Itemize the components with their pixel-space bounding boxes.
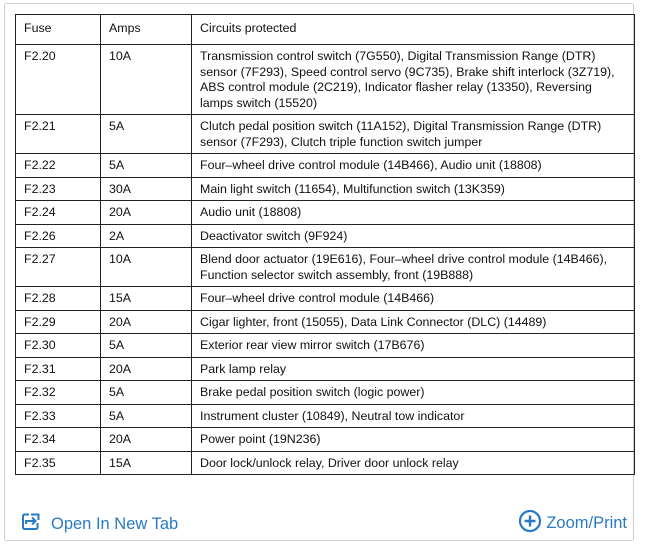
zoom-print-link[interactable] xyxy=(518,509,627,538)
amps-cell: 10A xyxy=(101,45,192,115)
circuits-cell: Main light switch (11654), Multifunction switch (13K359) xyxy=(192,177,635,201)
circuits-cell: Exterior rear view mirror switch (17B676) xyxy=(192,334,635,358)
fuse-cell: F2.27 xyxy=(16,248,101,287)
table-row xyxy=(16,381,635,405)
fuse-cell: F2.20 xyxy=(16,45,101,115)
table-row xyxy=(16,404,635,428)
fuse-cell: F2.31 xyxy=(16,357,101,381)
amps-cell: 5A xyxy=(101,154,192,178)
amps-cell: 10A xyxy=(101,248,192,287)
amps-cell: 30A xyxy=(101,177,192,201)
fuse-cell: F2.34 xyxy=(16,428,101,452)
circuits-cell: Power point (19N236) xyxy=(192,428,635,452)
table-row xyxy=(16,287,635,311)
header-circuits: Circuits protected xyxy=(192,15,635,45)
circuits-cell: Cigar lighter, front (15055), Data Link Connector (DLC) (14489) xyxy=(192,310,635,334)
open-new-tab-label: Open In New Tab xyxy=(51,514,179,533)
circuits-cell: Instrument cluster (10849), Neutral tow indicator xyxy=(192,404,635,428)
fuse-cell: F2.30 xyxy=(16,334,101,358)
table-row xyxy=(16,334,635,358)
fuse-cell: F2.21 xyxy=(16,115,101,154)
circuits-cell: Audio unit (18808) xyxy=(192,201,635,225)
circuits-cell: Park lamp relay xyxy=(192,357,635,381)
circuits-cell: Blend door actuator (19E616), Four–wheel drive control module (14B466), Function selector switch assembly, front (19B888) xyxy=(192,248,635,287)
table-row xyxy=(16,428,635,452)
fuse-table-panel xyxy=(4,3,634,541)
header-fuse: Fuse xyxy=(16,15,101,45)
table-row xyxy=(16,224,635,248)
fuse-table xyxy=(15,14,635,475)
table-row xyxy=(16,154,635,178)
fuse-cell: F2.26 xyxy=(16,224,101,248)
circuits-cell: Deactivator switch (9F924) xyxy=(192,224,635,248)
fuse-cell: F2.35 xyxy=(16,451,101,475)
fuse-cell: F2.22 xyxy=(16,154,101,178)
zoom-plus-icon xyxy=(518,509,546,538)
table-row xyxy=(16,248,635,287)
amps-cell: 20A xyxy=(101,201,192,225)
table-row xyxy=(16,177,635,201)
table-row xyxy=(16,310,635,334)
zoom-print-label: Zoom/Print xyxy=(546,514,627,532)
circuits-cell: Brake pedal position switch (logic power) xyxy=(192,381,635,405)
table-row xyxy=(16,45,635,115)
amps-cell: 15A xyxy=(101,451,192,475)
open-new-tab-icon xyxy=(22,513,51,535)
fuse-cell: F2.28 xyxy=(16,287,101,311)
amps-cell: 5A xyxy=(101,381,192,405)
amps-cell: 5A xyxy=(101,334,192,358)
amps-cell: 2A xyxy=(101,224,192,248)
table-row xyxy=(16,357,635,381)
amps-cell: 20A xyxy=(101,428,192,452)
amps-cell: 15A xyxy=(101,287,192,311)
open-new-tab-link[interactable] xyxy=(22,513,178,535)
header-amps: Amps xyxy=(101,15,192,45)
fuse-cell: F2.32 xyxy=(16,381,101,405)
circuits-cell: Door lock/unlock relay, Driver door unlock relay xyxy=(192,451,635,475)
amps-cell: 20A xyxy=(101,310,192,334)
fuse-cell: F2.29 xyxy=(16,310,101,334)
circuits-cell: Four–wheel drive control module (14B466), Audio unit (18808) xyxy=(192,154,635,178)
circuits-cell: Clutch pedal position switch (11A152), Digital Transmission Range (DTR) sensor (7F293), Clutch triple function switch jumper xyxy=(192,115,635,154)
table-row xyxy=(16,115,635,154)
panel-footer xyxy=(5,505,633,539)
amps-cell: 20A xyxy=(101,357,192,381)
circuits-cell: Four–wheel drive control module (14B466) xyxy=(192,287,635,311)
amps-cell: 5A xyxy=(101,404,192,428)
table-row xyxy=(16,451,635,475)
table-header-row xyxy=(16,15,635,45)
table-row xyxy=(16,201,635,225)
fuse-cell: F2.23 xyxy=(16,177,101,201)
circuits-cell: Transmission control switch (7G550), Digital Transmission Range (DTR) sensor (7F293), Speed control servo (9C735), Brake shift interlock (3Z719), ABS control module (2C219), Indicator flasher relay (13350), Reversing lamps switch (15520) xyxy=(192,45,635,115)
fuse-cell: F2.33 xyxy=(16,404,101,428)
fuse-cell: F2.24 xyxy=(16,201,101,225)
amps-cell: 5A xyxy=(101,115,192,154)
